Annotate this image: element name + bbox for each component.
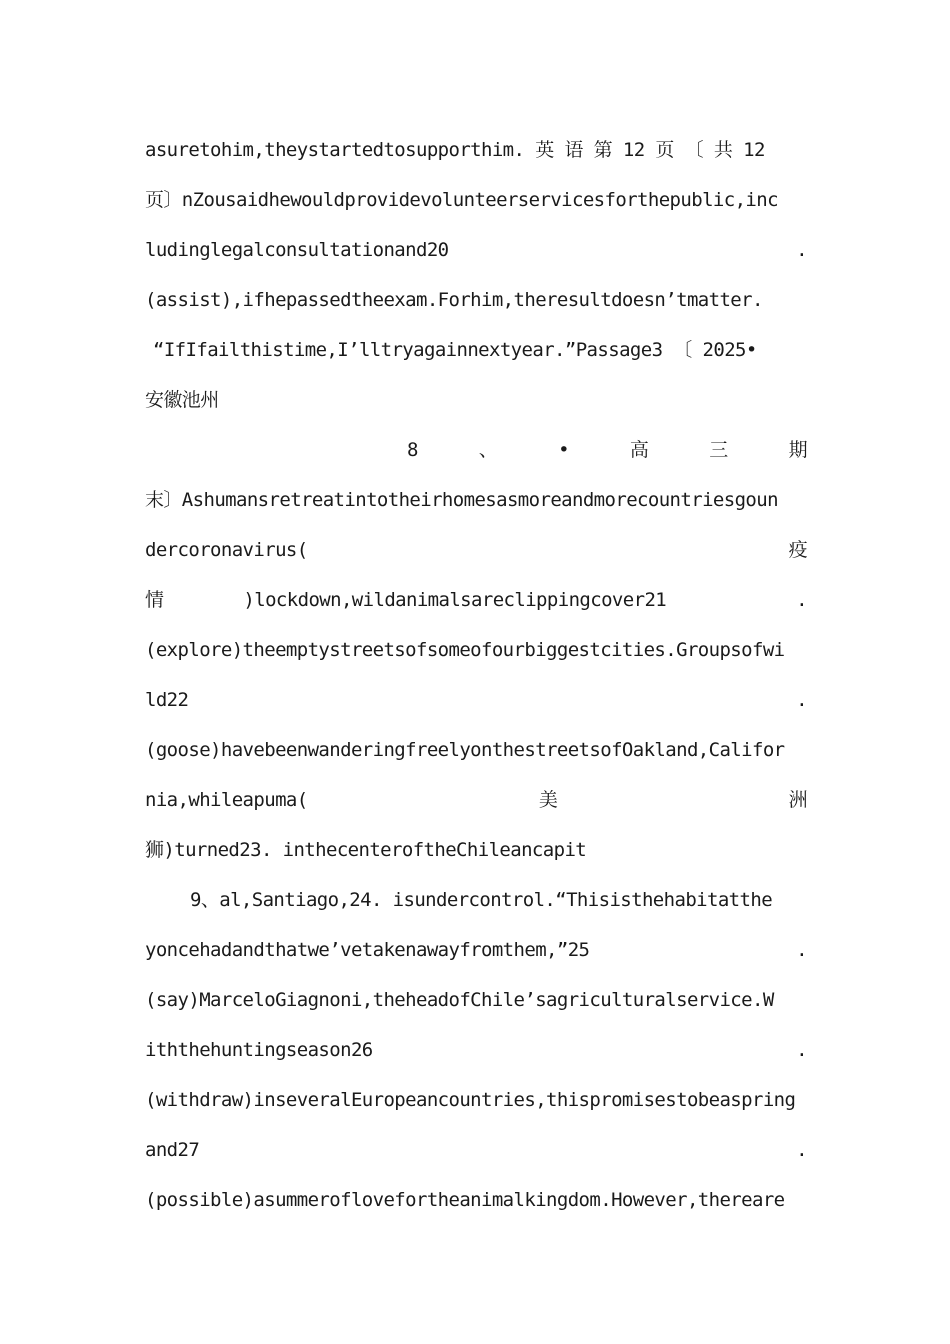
passage-text	[145, 125, 807, 1225]
line-segment: 情	[145, 589, 164, 611]
line-segment: ludinglegalconsultationand20	[145, 239, 449, 261]
line-segment: 期	[788, 439, 807, 461]
text-line	[145, 1025, 807, 1075]
line-segment: .	[796, 1039, 807, 1061]
line-segment: )lockdown,wildanimalsareclippingcover21	[243, 589, 667, 611]
line-segment: 高	[629, 439, 649, 461]
line-segment: 疫	[788, 539, 807, 561]
text-line	[145, 575, 807, 625]
text-line: (explore)theemptystreetsofsomeofourbiggestcities.Groupsofwi	[145, 639, 785, 661]
line-segment: 洲	[788, 789, 807, 811]
line-segment: .	[796, 689, 807, 711]
line-segment: nia,whileapuma(	[145, 789, 308, 811]
line-segment: 三	[709, 439, 728, 461]
text-line: 末〕Ashumansretreatintotheirhomesasmoreandmorecountriesgoun	[145, 489, 778, 511]
text-line	[145, 225, 807, 275]
text-line: 安徽池州	[145, 389, 219, 411]
line-segment: 8	[407, 439, 418, 461]
text-line: (assist),ifhepassedtheexam.Forhim,theresultdoesn’tmatter.	[145, 289, 763, 311]
text-line	[145, 425, 807, 475]
text-line	[145, 925, 807, 975]
line-segment: .	[796, 939, 807, 961]
text-line: 9、al,Santiago,24. isundercontrol.“Thisisthehabitatthe	[190, 889, 773, 911]
line-segment: dercoronavirus(	[145, 539, 308, 561]
line-segment: ld22	[145, 689, 189, 711]
text-line: 狮)turned23. inthecenteroftheChileancapit	[145, 839, 587, 861]
text-line: (withdraw)inseveralEuropeancountries,thispromisestobeaspring	[145, 1089, 796, 1111]
text-line: asuretohim,theystartedtosupporthim. 英 语 第 12 页 〔 共 12	[145, 139, 765, 161]
line-segment: .	[796, 589, 807, 611]
line-segment: 美	[538, 789, 558, 811]
line-segment: iththehuntingseason26	[145, 1039, 373, 1061]
text-line: (possible)asummeroflovefortheanimalkingdom.However,thereare	[145, 1189, 785, 1211]
text-line	[145, 675, 807, 725]
line-segment: yoncehadandthatwe’vetakenawayfromthem,”25	[145, 939, 590, 961]
text-line: (say)MarceloGiagnoni,theheadofChile’sagriculturalservice.W	[145, 989, 774, 1011]
line-segment: •	[558, 439, 569, 461]
line-segment: 、	[478, 439, 498, 461]
line-segment: and27	[145, 1139, 200, 1161]
text-line	[145, 525, 807, 575]
line-segment: .	[796, 1139, 807, 1161]
line-segment: .	[796, 239, 807, 261]
text-line: 页〕nZousaidhewouldprovidevolunteerservicesforthepublic,inc	[145, 189, 778, 211]
text-line: (goose)havebeenwanderingfreelyonthestreetsofOakland,Califor	[145, 739, 785, 761]
text-line	[145, 1125, 807, 1175]
text-line	[145, 775, 807, 825]
text-line: “IfIfailthistime,I’lltryagainnextyear.”Passage3 〔 2025•	[153, 339, 757, 361]
